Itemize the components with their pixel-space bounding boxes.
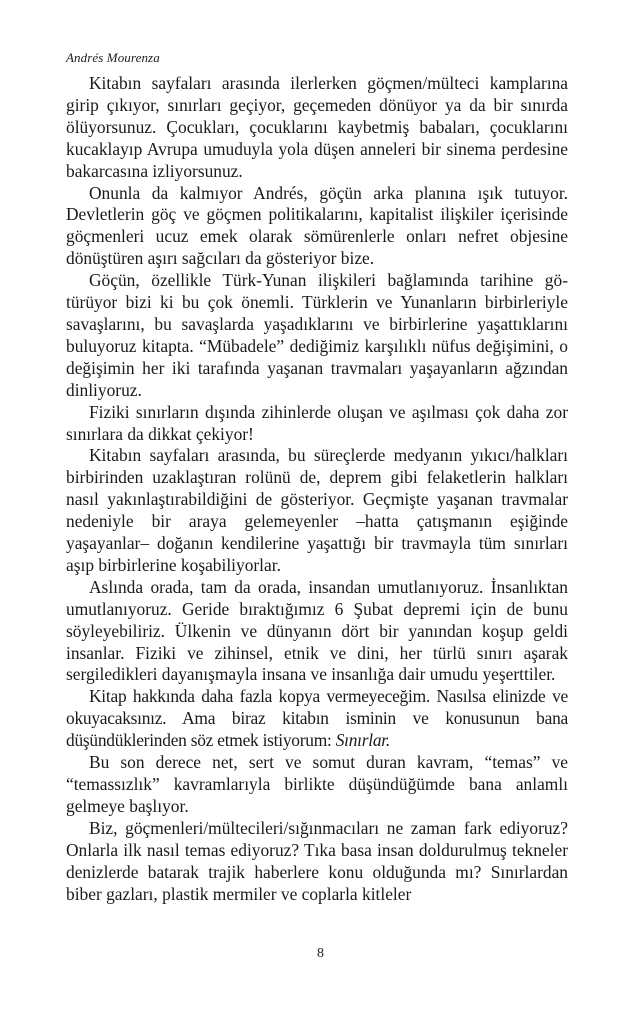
paragraph-2: Onunla da kalmıyor Andrés, göçün arka planına ışık tutuyor. Devletlerin göç ve göçmen politikalarını, kapitalist ilişkiler içerisinde göçmenleri ucuz emek olarak sömürenlerle onları nefret objesine dönüştüren aşırı sağcıları da gösteriyor bize. <box>66 182 568 269</box>
paragraph-8: Bu son derece net, sert ve somut duran kavram, “temas” ve “temassızlık” kavramlarıyla birlikte düşündüğümde bana anlamlı gelmeye başlıyor. <box>66 752 568 816</box>
paragraph-9: Biz, göçmenleri/mültecileri/sığınmacıları ne zaman fark ediyoruz? Onlarla ilk nasıl temas ediyoruz? Tıka basa insan doldurulmuş tekneler denizlerde batarak trajik haberlere konu olduğunda mı? Sınırlardan biber gazları, plastik mermiler ve coplarla kitleler <box>66 817 568 904</box>
paragraph-4: Fiziki sınırların dışında zihinlerde oluşan ve aşılması çok daha zor sınırlara da dikkat çekiyor! <box>66 401 568 444</box>
paragraph-6: Aslında orada, tam da orada, insandan umutlanıyoruz. İnsanlıktan umutlanıyoruz. Geride bıraktığımız 6 Şubat depremi için de bunu söyleyebiliriz. Ülkenin ve dünyanın dört bir yanından koşup geldi insanlar. Fiziki ve zihinsel, etnik ve dini, her türlü sınırı aşarak sergiledikleri dayanışmayla insana ve insanlığa dair umudu yeşerttiler. <box>66 576 568 685</box>
paragraph-7-text: Kitap hakkında daha fazla kopya vermeyeceğim. Nasılsa elinizde ve okuyacaksınız. Ama biraz kitabın isminin ve konusunun bana düşündüklerinden söz etmek istiyorum: <box>66 686 568 751</box>
paragraph-5: Kitabın sayfaları arasında, bu süreçlerde medyanın yıkıcı/halkları birbirinden uzaklaştıran rolünü de, deprem gibi felaketlerin halkları nasıl yakınlaştırabildiğini de gösteriyor. Geçmişte yaşanan travmalar nedeniyle bir araya gelemeyenler –hatta çatışmanın eşiğinde yaşayanlar– doğanın kendilerine yaşattığı bir travmayla tüm sınırları aşıp birbirlerine koşabiliyorlar. <box>66 445 568 575</box>
paragraph-3: Göçün, özellikle Türk-Yunan ilişkileri bağlamında tarihine götürüyor bizi ki bu çok önemli. Türklerin ve Yunanların birbirleriyle savaşlarını, bu savaşlarda yaşadıklarını ve birbirlerine yaşattıklarını buluyoruz kitapta. “Mübadele” dediğimiz karşılıklı nüfus değişimini, o değişimin her iki tarafında yaşanan travmaları yaşayanların ağzından dinliyoruz. <box>66 270 568 400</box>
paragraph-7 <box>66 686 568 752</box>
book-title-italic: Sınırlar. <box>335 730 390 751</box>
paragraph-1: Kitabın sayfaları arasında ilerlerken göçmen/mülteci kamplarına girip çıkıyor, sınırları geçiyor, geçemeden dönüyor ya da bir sınırda ölüyorsunuz. Çocukları, çocuklarını kaybetmiş babaları, çocuklarını kucaklayıp Avrupa umuduyla yola düşen anneleri bir sinema perdesine bakarcasına izliyorsunuz. <box>66 73 568 181</box>
page-number: 8 <box>317 946 324 961</box>
running-header: Andrés Mourenza <box>66 50 160 65</box>
body-text <box>66 73 568 905</box>
